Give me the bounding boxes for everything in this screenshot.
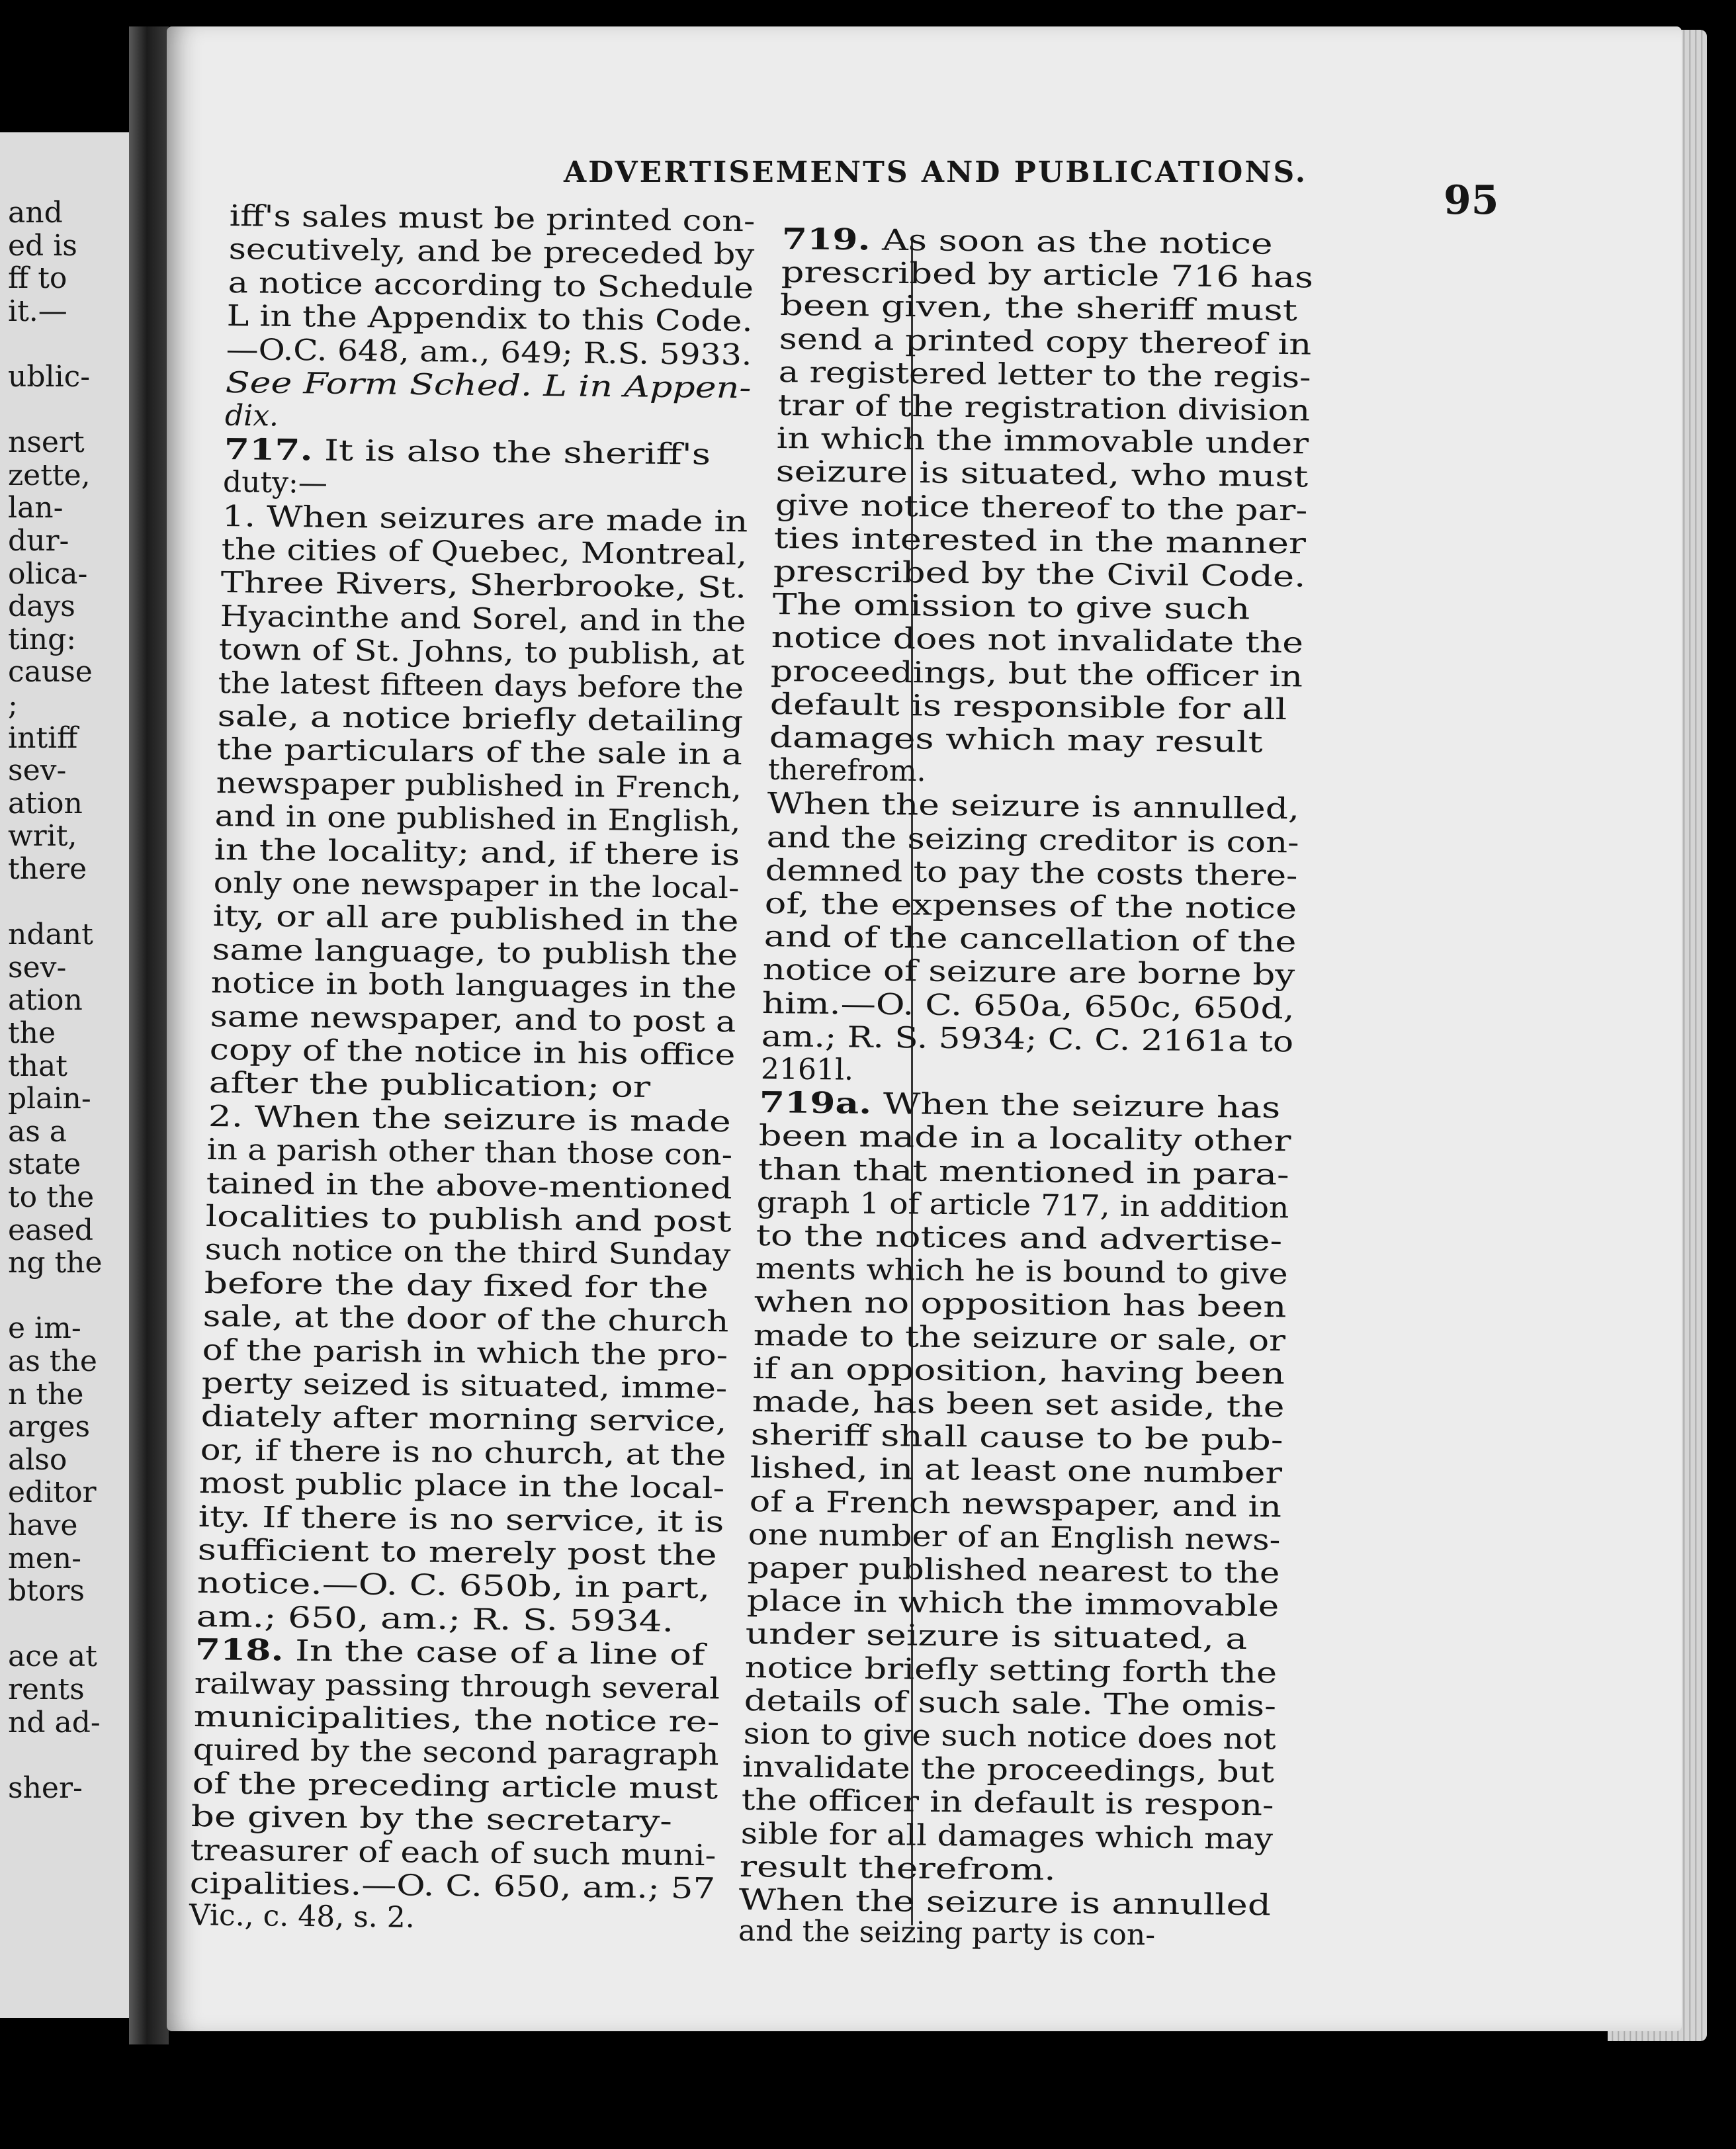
text-line: only one newspaper in the local-: [213, 866, 740, 906]
text-line: be given by the secretary-: [191, 1800, 673, 1839]
text-line: therefrom.: [767, 752, 927, 789]
left-page-fragment: as the: [8, 1344, 97, 1378]
left-page-fragment: that: [8, 1049, 67, 1083]
text-line: seizure is situated, who must: [775, 455, 1309, 494]
text-line: send a printed copy thereof in: [779, 322, 1312, 362]
text-line: lished, in at least one number: [750, 1451, 1283, 1491]
left-page-fragment: intiff: [8, 721, 78, 755]
text-line: ity. If there is no service, it is: [198, 1499, 724, 1539]
text-line: result therefrom.: [739, 1849, 1057, 1887]
text-line: such notice on the third Sunday: [204, 1233, 731, 1272]
text-line: been given, the sheriff must: [779, 288, 1298, 328]
left-page-fragment: dur-: [8, 524, 69, 558]
text-line: damages which may result: [769, 721, 1263, 760]
left-page-fragment: ed is: [8, 228, 77, 263]
text-line: place in which the immovable: [746, 1584, 1280, 1624]
text-line: sible for all damages which may: [740, 1816, 1273, 1857]
left-page-fragment: men-: [8, 1541, 81, 1575]
text-line: Hyacinthe and Sorel, and in the: [220, 599, 746, 639]
text-line: localities to publish and post: [205, 1200, 732, 1239]
left-page-fragment: cause: [8, 655, 93, 689]
text-line: copy of the notice in his office: [209, 1033, 736, 1073]
left-page-fragment: eased: [8, 1213, 94, 1247]
left-page-fragment: sev-: [8, 950, 67, 985]
left-page-fragment: state: [8, 1147, 81, 1182]
left-page-fragment: nsert: [8, 425, 85, 460]
text-line: when no opposition has been: [754, 1285, 1287, 1325]
text-line: the cities of Quebec, Montreal,: [221, 533, 748, 572]
left-page-fragment: there: [8, 852, 87, 886]
left-page-fragment: ation: [8, 983, 83, 1018]
text-line: him.—O. C. 650a, 650c, 650d,: [761, 986, 1295, 1026]
text-line: notice briefly setting forth the: [744, 1650, 1278, 1690]
left-page-fragment: ation: [8, 786, 83, 820]
text-line: notice does not invalidate the: [771, 621, 1304, 660]
text-line: newspaper published in French,: [216, 766, 742, 806]
text-line: under seizure is situated, a: [745, 1617, 1248, 1657]
left-page-fragment: days: [8, 590, 75, 624]
text-line: in which the immovable under: [776, 421, 1309, 461]
left-page-fragment: sher-: [8, 1771, 83, 1805]
text-line: give notice thereof to the par-: [775, 488, 1308, 528]
text-line: the particulars of the sale in a: [216, 732, 742, 772]
text-line: duty:—: [223, 465, 328, 501]
page: [167, 26, 1682, 2031]
text-line: invalidate the proceedings, but: [742, 1750, 1275, 1790]
left-page-fragment: rents: [8, 1673, 85, 1706]
text-line: proceedings, but the officer in: [770, 654, 1303, 694]
text-line: 719a. When the seizure has: [759, 1086, 1281, 1125]
text-line: town of St. Johns, to publish, at: [218, 633, 745, 672]
text-line: if an opposition, having been: [752, 1351, 1285, 1391]
text-line: demned to pay the costs there-: [765, 853, 1298, 893]
text-line: am.; 650, am.; R. S. 5934.: [196, 1599, 673, 1639]
text-line: paper published nearest to the: [747, 1551, 1280, 1591]
text-line: notice in both languages in the: [210, 966, 738, 1006]
text-line: 717. It is also the sheriff's: [224, 432, 711, 472]
text-line: railway passing through several: [194, 1666, 720, 1706]
text-line: Vic., c. 48, s. 2.: [189, 1898, 415, 1935]
left-page-fragment: have: [8, 1509, 78, 1542]
left-page-fragment: nd ad-: [8, 1705, 101, 1739]
text-line: notice of seizure are borne by: [762, 953, 1295, 992]
text-line: tained in the above-mentioned: [206, 1166, 733, 1206]
text-line: of the preceding article must: [192, 1766, 718, 1806]
left-page-fragment: editor: [8, 1475, 97, 1510]
text-line: and the seizing creditor is con-: [766, 820, 1299, 860]
text-line: or, if there is no church, at the: [200, 1432, 726, 1473]
left-page-fragment: and: [8, 196, 63, 230]
text-line: been made in a locality other: [758, 1119, 1291, 1159]
left-page-fragment: also: [8, 1442, 67, 1477]
text-line: diately after morning service,: [200, 1399, 727, 1439]
text-line: before the day fixed for the: [204, 1266, 709, 1305]
left-page-fragment: plain-: [8, 1082, 91, 1116]
left-page-fragment: ;: [8, 688, 18, 722]
text-line: Three Rivers, Sherbrooke, St.: [220, 566, 747, 605]
text-line: When the seizure is annulled,: [767, 787, 1300, 826]
text-line: am.; R. S. 5934; C. C. 2161a to: [761, 1019, 1294, 1059]
text-line: most public place in the local-: [198, 1466, 725, 1506]
text-line: sale, at the door of the church: [202, 1299, 730, 1339]
text-line: and of the cancellation of the: [763, 920, 1297, 959]
text-line: default is responsible for all: [769, 687, 1287, 726]
left-page-fragment: ting:: [8, 622, 77, 656]
text-line: ity, or all are published in the: [212, 899, 739, 939]
text-line: municipalities, the notice re-: [193, 1700, 720, 1739]
text-line: L in the Appendix to this Code.: [226, 299, 754, 339]
text-line: same language, to publish the: [212, 932, 738, 973]
text-line: made to the seizure or sale, or: [753, 1318, 1286, 1358]
text-line: treasurer of each of such muni-: [190, 1833, 716, 1872]
left-page-fragment: ng the: [8, 1246, 103, 1280]
text-line: 719. As soon as the notice: [781, 222, 1273, 261]
text-line: quired by the second paragraph: [193, 1733, 719, 1773]
left-page-fragment: zette,: [8, 458, 91, 492]
book-gutter: [129, 26, 169, 2044]
text-line: See Form Sched. L in Appen-: [225, 366, 752, 406]
text-line: the latest fifteen days before the: [218, 666, 744, 705]
text-line: dix.: [224, 398, 279, 433]
left-page-fragment: btors: [8, 1574, 85, 1608]
text-line: 2161l.: [760, 1052, 853, 1087]
running-head: ADVERTISEMENTS AND PUBLICATIONS.: [564, 155, 1308, 189]
text-line: of, the expenses of the notice: [764, 887, 1297, 926]
text-line: prescribed by article 716 has: [781, 255, 1313, 295]
text-line: a notice according to Schedule: [228, 265, 754, 306]
left-page-fragment: ublic-: [8, 360, 91, 394]
text-line: of the parish in which the pro-: [202, 1333, 728, 1372]
left-page-fragment: to the: [8, 1180, 95, 1214]
text-line: same newspaper, and to post a: [210, 999, 736, 1039]
text-line: to the notices and advertise-: [756, 1219, 1283, 1258]
text-line: the officer in default is respon-: [741, 1783, 1274, 1823]
left-page-fragment: ff to: [8, 261, 67, 296]
text-line: iff's sales must be printed con-: [229, 199, 756, 239]
text-line: sufficient to merely post the: [197, 1533, 717, 1573]
text-line: —O.C. 648, am., 649; R.S. 5933.: [226, 332, 752, 372]
left-page-fragment: ndant: [8, 918, 93, 952]
text-line: When the seizure is annulled: [738, 1883, 1272, 1923]
text-line: graph 1 of article 717, in addition: [756, 1185, 1289, 1225]
left-page-fragment: the: [8, 1016, 56, 1050]
text-line: 1. When seizures are made in: [222, 499, 748, 539]
left-page-fragment: ace at: [8, 1640, 97, 1674]
text-line: after the publication; or: [208, 1066, 651, 1105]
left-page-fragment: sev-: [8, 754, 67, 788]
text-line: and the seizing party is con-: [738, 1913, 1156, 1952]
left-page-fragment: as a: [8, 1114, 67, 1149]
text-line: cipalities.—O. C. 650, am.; 57: [189, 1866, 716, 1906]
text-line: notice.—O. C. 650b, in part,: [196, 1566, 711, 1606]
text-line: in the locality; and, if there is: [214, 832, 740, 872]
left-page-fragment: arges: [8, 1410, 91, 1444]
text-line: one number of an English news-: [748, 1517, 1281, 1557]
text-line: than that mentioned in para-: [758, 1152, 1289, 1192]
text-line: sheriff shall cause to be pub-: [750, 1418, 1283, 1458]
text-line: details of such sale. The omis-: [744, 1683, 1276, 1724]
text-line: of a French newspaper, and in: [749, 1484, 1281, 1524]
text-line: sale, a notice briefly detailing: [217, 699, 744, 739]
text-line: sion to give such notice does not: [743, 1717, 1276, 1757]
left-page-fragment: n the: [8, 1377, 84, 1411]
text-line: ments which he is bound to give: [755, 1252, 1288, 1292]
text-line: perty seized is situated, imme-: [201, 1366, 728, 1406]
text-line: in a parish other than those con-: [206, 1133, 733, 1172]
page-number: 95: [1444, 177, 1499, 224]
left-page-fragment: e im-: [8, 1311, 81, 1346]
text-line: secutively, and be preceded by: [228, 232, 755, 272]
left-page-fragment: writ,: [8, 819, 77, 854]
text-line: prescribed by the Civil Code.: [773, 554, 1306, 594]
text-line: The omission to give such: [772, 588, 1250, 627]
left-page-fragment: olica-: [8, 556, 88, 591]
text-line: and in one published in English,: [214, 799, 742, 839]
left-page-strip: [0, 132, 129, 2018]
text-line: made, has been set aside, the: [752, 1385, 1285, 1425]
left-page-fragment: it.—: [8, 294, 67, 328]
text-line: trar of the registration division: [777, 388, 1310, 428]
left-page-fragment: lan-: [8, 491, 64, 525]
text-line: 2. When the seizure is made: [208, 1099, 731, 1139]
text-line: ties interested in the manner: [773, 521, 1307, 561]
text-line: a registered letter to the regis-: [778, 355, 1311, 395]
text-line: 718. In the case of a line of: [195, 1633, 706, 1673]
